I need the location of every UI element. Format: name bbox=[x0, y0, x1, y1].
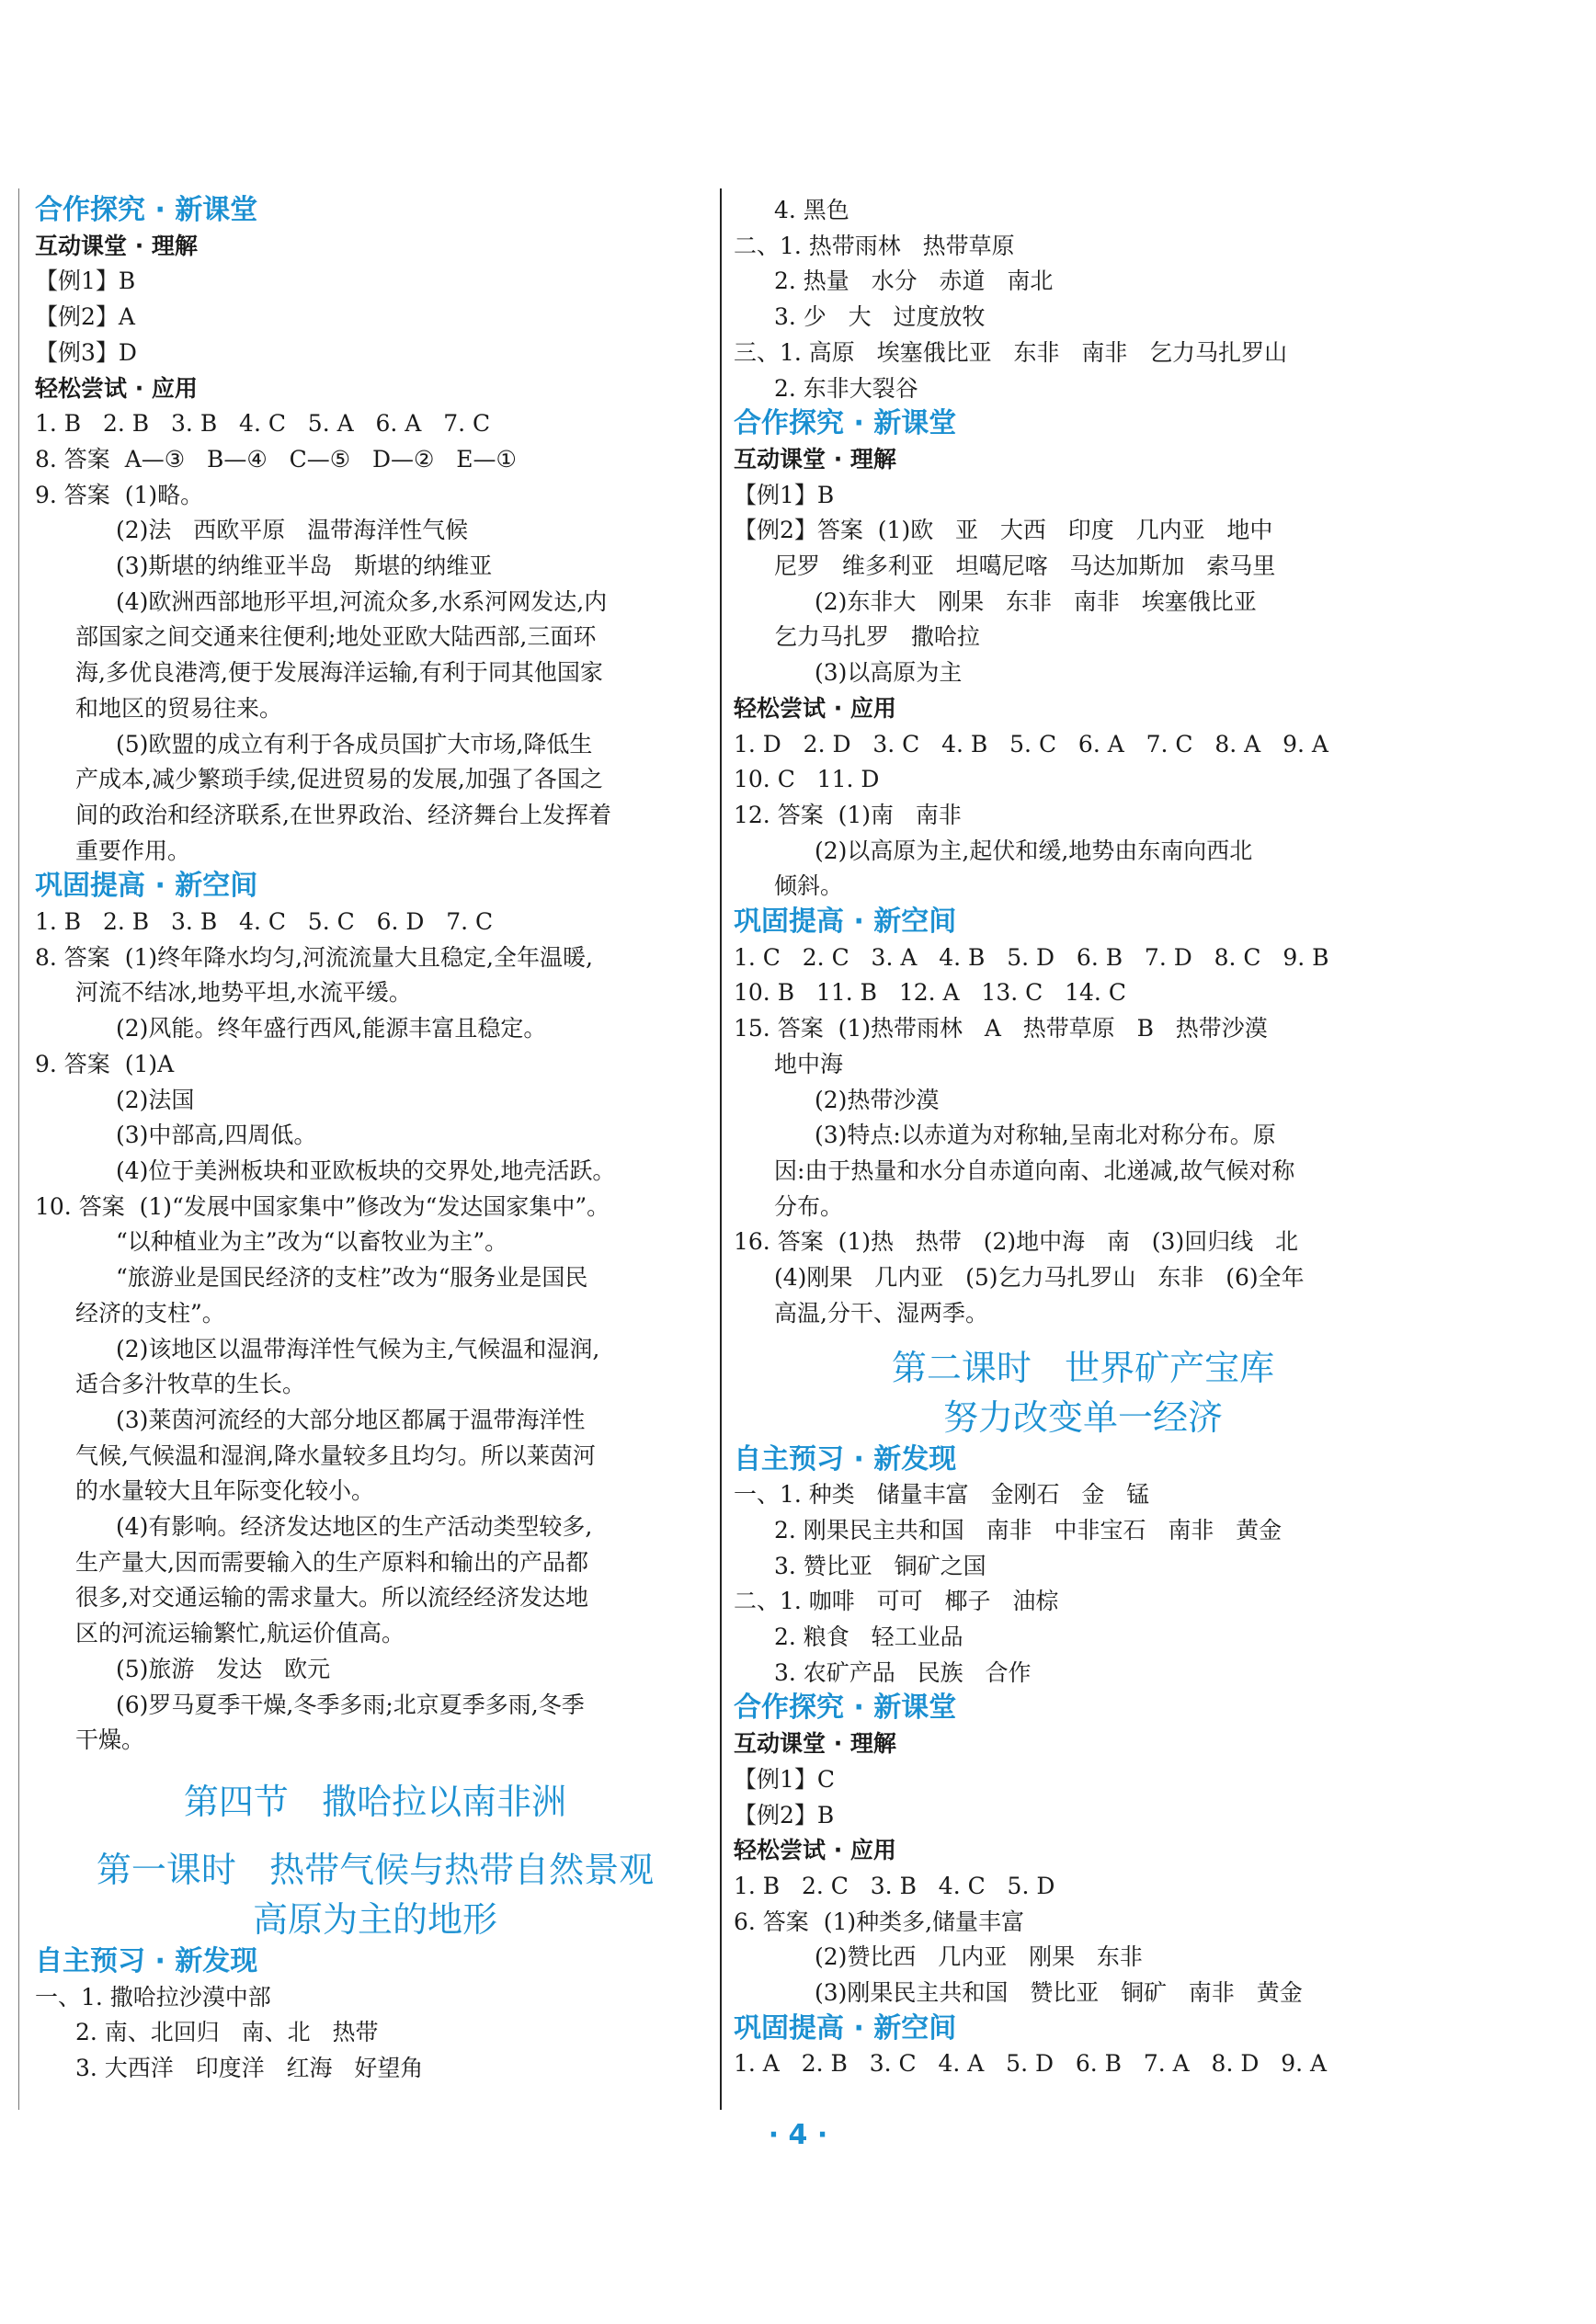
spacer bbox=[35, 1827, 715, 1845]
answer-line: (5)旅游 发达 欧元 bbox=[116, 1655, 331, 1682]
answer-line: (2)风能。终年盛行西风,能源丰富且稳定。 bbox=[116, 1015, 547, 1042]
subsection-heading: 轻松尝试 · 应用 bbox=[734, 1837, 896, 1864]
answer-line: 倾斜。 bbox=[774, 872, 844, 900]
answer-line: 3. 赞比亚 铜矿之国 bbox=[774, 1552, 986, 1579]
answer-line: 1. A 2. B 3. C 4. A 5. D 6. B 7. A 8. D 9. A bbox=[734, 2050, 1328, 2078]
answer-line: 1. B 2. B 3. B 4. C 5. A 6. A 7. C bbox=[35, 410, 491, 438]
lesson-title: 努力改变单一经济 bbox=[942, 1396, 1223, 1438]
answer-line: (3)以高原为主 bbox=[815, 659, 963, 687]
answer-line: (4)位于美洲板块和亚欧板块的交界处,地壳活跃。 bbox=[116, 1156, 616, 1184]
page-number: · 4 · bbox=[768, 2119, 828, 2151]
answer-line: “以种植业为主”改为“以畜牧业为主”。 bbox=[116, 1228, 508, 1256]
answer-line: (5)欧盟的成立有利于各成员国扩大市场,降低生 bbox=[116, 730, 593, 758]
answer-line: 尼罗 维多利亚 坦噶尼喀 马达加斯加 索马里 bbox=[774, 553, 1276, 580]
answer-line: 6. 答案 (1)种类多,储量丰富 bbox=[734, 1908, 1025, 1935]
section-heading: 合作探究 · 新课堂 bbox=[35, 194, 258, 226]
column-divider bbox=[720, 188, 722, 2110]
spacer bbox=[35, 1759, 715, 1777]
answer-line: 【例3】D bbox=[35, 338, 137, 366]
answer-line: 8. 答案 (1)终年降水均匀,河流流量大且稳定,全年温暖, bbox=[35, 943, 593, 971]
answer-line: 1. B 2. B 3. B 4. C 5. C 6. D 7. C bbox=[35, 908, 494, 936]
answer-line: 生产量大,因而需要输入的生产原料和输出的产品都 bbox=[75, 1548, 588, 1576]
answer-line: (2)法国 bbox=[116, 1086, 195, 1113]
lesson-title: 高原为主的地形 bbox=[252, 1898, 497, 1940]
answer-line: 气候,气候温和湿润,降水量较多且均匀。所以莱茵河 bbox=[75, 1441, 596, 1469]
answer-line: 部国家之间交通来往便利;地处亚欧大陆西部,三面环 bbox=[75, 623, 597, 651]
subsection-heading: 互动课堂 · 理解 bbox=[734, 445, 896, 473]
section-heading: 巩固提高 · 新空间 bbox=[734, 906, 957, 939]
answer-line: (2)东非大 刚果 东非 南非 埃塞俄比亚 bbox=[815, 587, 1257, 615]
answer-line: 10. 答案 (1)“发展中国家集中”修改为“发达国家集中”。 bbox=[35, 1192, 610, 1220]
answer-line: 1. D 2. D 3. C 4. B 5. C 6. A 7. C 8. A 9. A bbox=[734, 730, 1328, 758]
answer-line: 10. B 11. B 12. A 13. C 14. C bbox=[734, 979, 1126, 1007]
answer-line: 12. 答案 (1)南 南非 bbox=[734, 801, 962, 828]
section-heading: 巩固提高 · 新空间 bbox=[35, 870, 258, 903]
answer-line: 3. 少 大 过度放牧 bbox=[774, 303, 986, 331]
answer-line: 适合多汁牧草的生长。 bbox=[75, 1371, 306, 1398]
answer-line: 和地区的贸易往来。 bbox=[75, 694, 283, 722]
subsection-heading: 轻松尝试 · 应用 bbox=[35, 374, 198, 402]
answer-line: 3. 农矿产品 民族 合作 bbox=[774, 1658, 1032, 1686]
answer-line: 重要作用。 bbox=[75, 837, 191, 864]
answer-line: 地中海 bbox=[774, 1050, 844, 1077]
answer-line: 16. 答案 (1)热 热带 (2)地中海 南 (3)回归线 北 bbox=[734, 1228, 1299, 1256]
answer-line: (2)热带沙漠 bbox=[815, 1086, 940, 1113]
answer-line: 因:由于热量和水分自赤道向南、北递减,故气候对称 bbox=[774, 1156, 1295, 1184]
answer-line: 海,多优良港湾,便于发展海洋运输,有利于同其他国家 bbox=[75, 659, 603, 687]
answer-line: 2. 南、北回归 南、北 热带 bbox=[75, 2019, 379, 2046]
section-heading: 合作探究 · 新课堂 bbox=[734, 407, 957, 440]
answer-line: 2. 刚果民主共和国 南非 中非宝石 南非 黄金 bbox=[774, 1516, 1282, 1544]
answer-line: 【例1】B bbox=[35, 268, 136, 295]
answer-line: 【例2】A bbox=[35, 303, 135, 331]
subsection-heading: 互动课堂 · 理解 bbox=[734, 1730, 896, 1758]
answer-line: 【例1】C bbox=[734, 1765, 836, 1793]
answer-line: 经济的支柱”。 bbox=[75, 1299, 225, 1327]
answer-line: 的水量较大且年际变化较小。 bbox=[75, 1477, 375, 1505]
answer-line: 三、1. 高原 埃塞俄比亚 东非 南非 乞力马扎罗山 bbox=[734, 338, 1288, 366]
answer-line: (2)以高原为主,起伏和缓,地势由东南向西北 bbox=[815, 837, 1253, 864]
section-heading: 巩固提高 · 新空间 bbox=[734, 2011, 957, 2045]
answer-line: 2. 粮食 轻工业品 bbox=[774, 1623, 963, 1651]
answer-line: 区的河流运输繁忙,航运价值高。 bbox=[75, 1620, 405, 1647]
section-heading: 自主预习 · 新发现 bbox=[35, 1944, 258, 1977]
answer-line: 河流不结冰,地势平坦,水流平缓。 bbox=[75, 979, 412, 1007]
left-margin-rule bbox=[18, 188, 19, 2110]
answer-line: 4. 黑色 bbox=[774, 197, 849, 223]
answer-line: 一、1. 种类 储量丰富 金刚石 金 锰 bbox=[734, 1481, 1150, 1509]
answer-line: (3)刚果民主共和国 赞比亚 铜矿 南非 黄金 bbox=[815, 1979, 1303, 2007]
answer-line: 干燥。 bbox=[75, 1726, 145, 1754]
answer-line: 1. C 2. C 3. A 4. B 5. D 6. B 7. D 8. C 9. B bbox=[734, 943, 1329, 971]
answer-line: (3)中部高,四周低。 bbox=[116, 1122, 317, 1149]
answer-line: 【例1】B bbox=[734, 481, 835, 508]
answer-line: (3)莱茵河流经的大部分地区都属于温带海洋性 bbox=[116, 1406, 586, 1433]
answer-line: (3)特点:以赤道为对称轴,呈南北对称分布。原 bbox=[815, 1122, 1276, 1149]
answer-line: 间的政治和经济联系,在世界政治、经济舞台上发挥着 bbox=[75, 801, 611, 828]
answer-line: 很多,对交通运输的需求量大。所以流经经济发达地 bbox=[75, 1584, 588, 1612]
spacer bbox=[734, 1332, 1432, 1343]
answer-line: 1. B 2. C 3. B 4. C 5. D bbox=[734, 1872, 1055, 1899]
answer-line: 乞力马扎罗 撒哈拉 bbox=[774, 623, 980, 651]
answer-line: “旅游业是国民经济的支柱”改为“服务业是国民 bbox=[116, 1264, 588, 1292]
answer-line: 二、1. 咖啡 可可 椰子 油棕 bbox=[734, 1588, 1059, 1615]
answer-line: (4)有影响。经济发达地区的生产活动类型较多, bbox=[116, 1513, 593, 1541]
section-heading: 自主预习 · 新发现 bbox=[734, 1442, 957, 1475]
answer-line: 产成本,减少繁琐手续,促进贸易的发展,加强了各国之 bbox=[75, 766, 603, 793]
answer-line: 8. 答案 A—③ B—④ C—⑤ D—② E—① bbox=[35, 445, 517, 473]
lesson-title: 第四节 撒哈拉以南非洲 bbox=[183, 1781, 567, 1822]
answer-line: (4)刚果 几内亚 (5)乞力马扎罗山 东非 (6)全年 bbox=[774, 1264, 1305, 1292]
answer-line: 3. 大西洋 印度洋 红海 好望角 bbox=[75, 2055, 424, 2082]
subsection-heading: 互动课堂 · 理解 bbox=[35, 232, 198, 259]
answer-line: 15. 答案 (1)热带雨林 A 热带草原 B 热带沙漠 bbox=[734, 1015, 1268, 1042]
answer-line: (2)该地区以温带海洋性气候为主,气候温和湿润, bbox=[116, 1335, 600, 1362]
answer-line: (3)斯堪的纳维亚半岛 斯堪的纳维亚 bbox=[116, 553, 493, 580]
answer-line: 9. 答案 (1)略。 bbox=[35, 481, 204, 508]
answer-line: 高温,分干、湿两季。 bbox=[774, 1299, 988, 1327]
answer-line: 【例2】B bbox=[734, 1801, 835, 1828]
answer-line: (6)罗马夏季干燥,冬季多雨;北京夏季多雨,冬季 bbox=[116, 1691, 585, 1718]
answer-line: 2. 热量 水分 赤道 南北 bbox=[774, 268, 1054, 295]
left-column bbox=[35, 193, 715, 2087]
answer-line: 二、1. 热带雨林 热带草原 bbox=[734, 232, 1015, 259]
answer-line: 【例2】答案 (1)欧 亚 大西 印度 几内亚 地中 bbox=[734, 517, 1273, 544]
answer-line: (2)赞比西 几内亚 刚果 东非 bbox=[815, 1943, 1143, 1971]
answer-line: (4)欧洲西部地形平坦,河流众多,水系河网发达,内 bbox=[116, 587, 608, 615]
right-column bbox=[734, 193, 1432, 2082]
answer-line: (2)法 西欧平原 温带海洋性气候 bbox=[116, 517, 469, 544]
answer-line: 9. 答案 (1)A bbox=[35, 1050, 175, 1077]
lesson-title: 第二课时 世界矿产宝库 bbox=[891, 1347, 1275, 1388]
answer-line: 一、1. 撒哈拉沙漠中部 bbox=[35, 1983, 271, 2011]
subsection-heading: 轻松尝试 · 应用 bbox=[734, 694, 896, 722]
answer-line: 分布。 bbox=[774, 1192, 844, 1220]
section-heading: 合作探究 · 新课堂 bbox=[734, 1692, 957, 1725]
answer-line: 10. C 11. D bbox=[734, 766, 880, 793]
lesson-title: 第一课时 热带气候与热带自然景观 bbox=[96, 1849, 655, 1890]
answer-line: 2. 东非大裂谷 bbox=[774, 374, 918, 402]
